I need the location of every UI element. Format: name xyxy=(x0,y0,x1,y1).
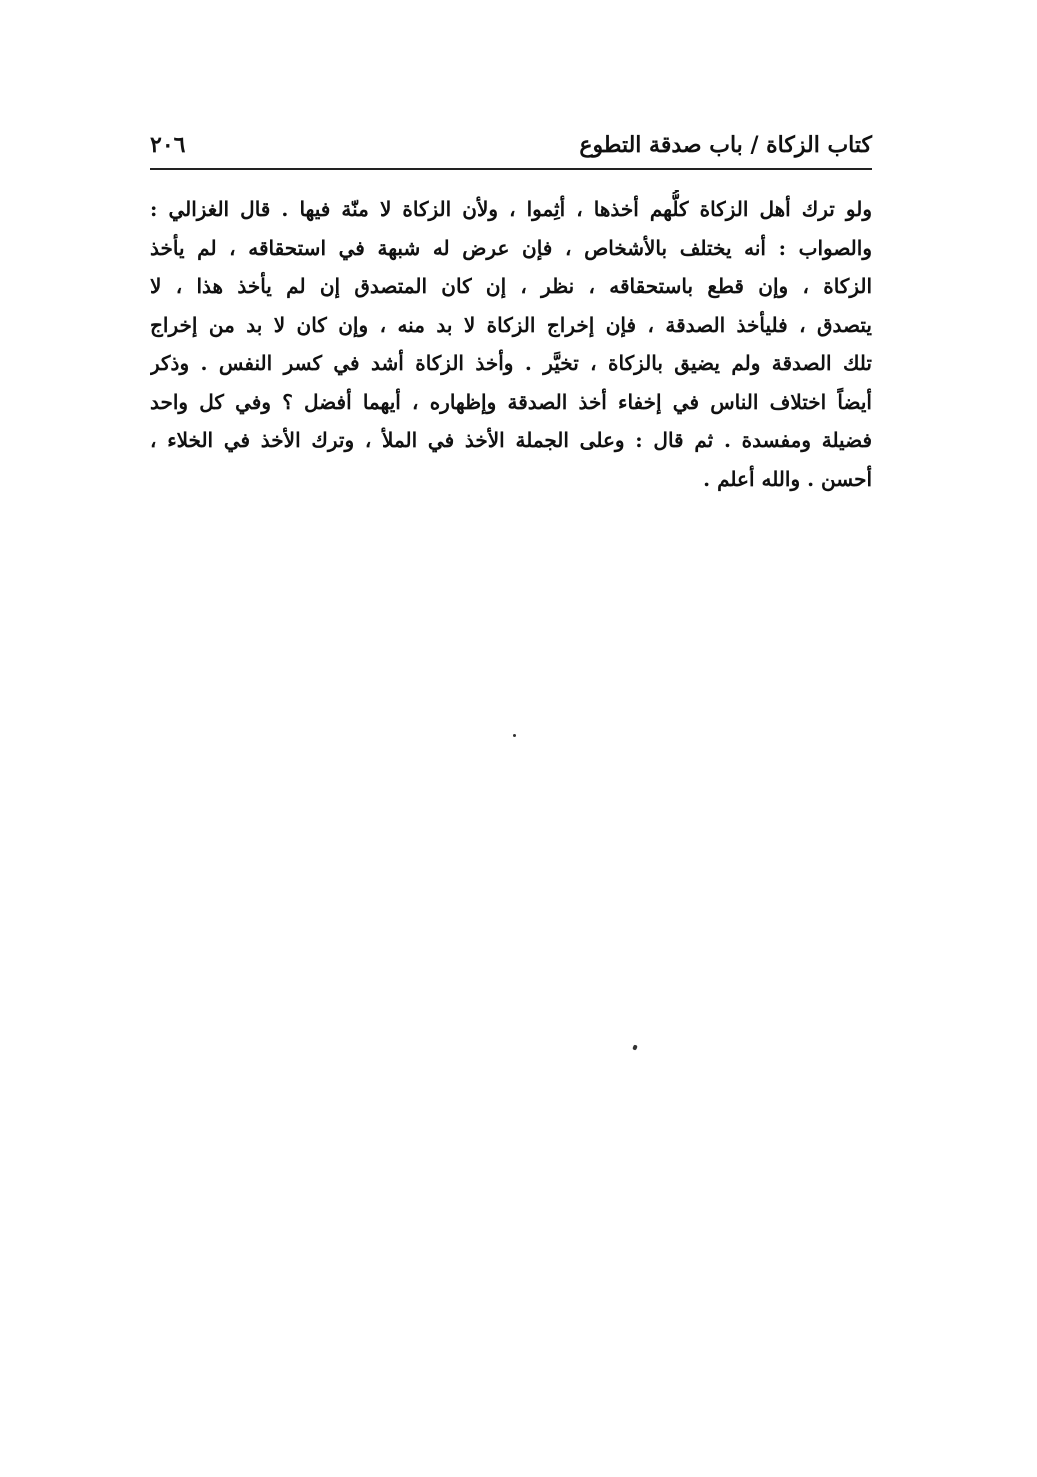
text-line: أحسن . والله أعلم . xyxy=(703,466,872,491)
body-text xyxy=(150,190,872,498)
text-line: تلك الصدقة ولم يضيق بالزكاة ، تخيَّر . وأخذ الزكاة أشد في كسر النفس . وذكر xyxy=(150,351,872,375)
running-title: كتاب الزكاة / باب صدقة التطوع xyxy=(579,132,872,158)
text-line: فضيلة ومفسدة . ثم قال : وعلى الجملة الأخذ في الملأ ، وترك الأخذ في الخلاء ، xyxy=(150,428,872,452)
text-line: الزكاة ، وإن قطع باستحقاقه ، نظر ، إن كان المتصدق إن لم يأخذ هذا ، لا xyxy=(150,274,872,298)
scan-speck xyxy=(513,734,516,737)
text-line: والصواب : أنه يختلف بالأشخاص ، فإن عرض له شبهة في استحقاقه ، لم يأخذ xyxy=(150,235,872,260)
text-line: يتصدق ، فليأخذ الصدقة ، فإن إخراج الزكاة لا بد منه ، وإن كان لا بد من إخراج xyxy=(150,312,872,337)
text-line: ولو ترك أهل الزكاة كلُّهم أخذها ، أثِموا ، ولأن الزكاة لا منّة فيها . قال الغزالي : xyxy=(150,197,872,221)
page-number: ٢٠٦ xyxy=(150,132,186,158)
header-divider xyxy=(150,168,872,170)
text-line: أيضاً اختلاف الناس في إخفاء أخذ الصدقة وإظهاره ، أيهما أفضل ؟ وفي كل واحد xyxy=(150,389,872,414)
scan-speck xyxy=(632,1044,637,1050)
page-header xyxy=(150,128,872,162)
